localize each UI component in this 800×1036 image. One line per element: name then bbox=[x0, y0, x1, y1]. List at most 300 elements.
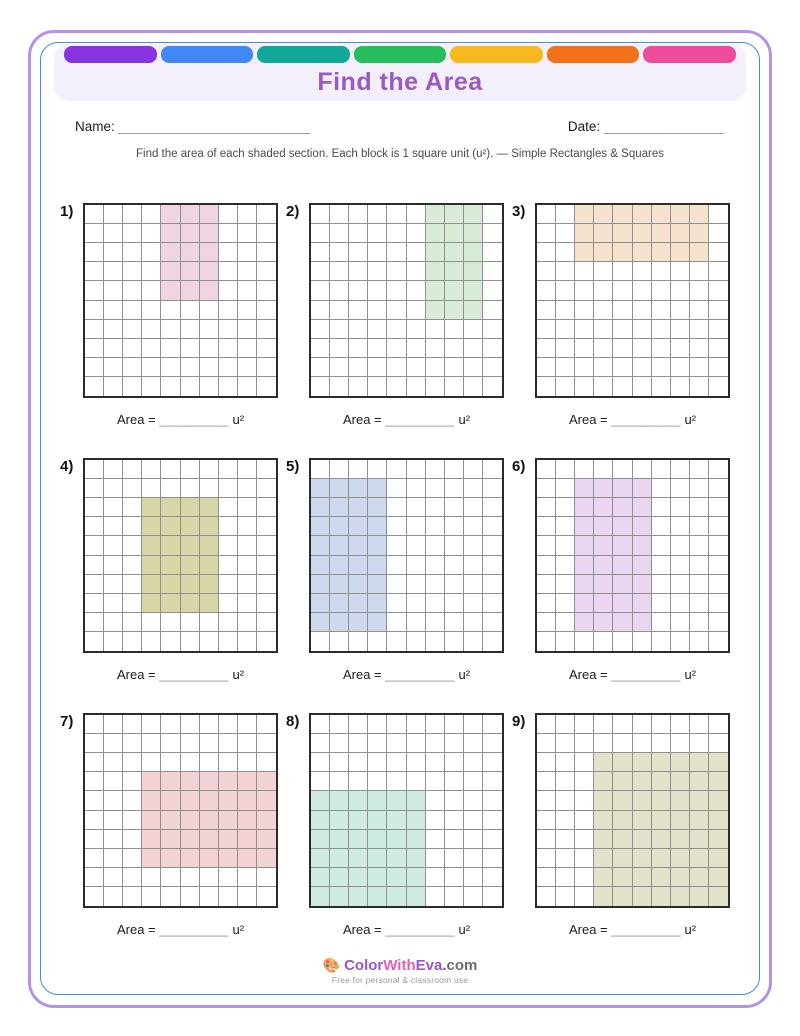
grid-cell bbox=[483, 849, 502, 868]
grid-cell bbox=[85, 479, 104, 498]
grid-cell bbox=[349, 791, 368, 810]
grid-cell bbox=[464, 772, 483, 791]
grid-cell bbox=[407, 715, 426, 734]
problem-number: 2) bbox=[286, 203, 300, 220]
grid-cell bbox=[537, 772, 556, 791]
grid-cell bbox=[709, 772, 728, 791]
grid-cell bbox=[556, 358, 575, 377]
name-date-row bbox=[75, 119, 724, 134]
grid-cell bbox=[161, 887, 180, 906]
grid-cell bbox=[257, 281, 276, 300]
grid-cell bbox=[238, 830, 257, 849]
grid-cell bbox=[709, 613, 728, 632]
grid-cell bbox=[85, 868, 104, 887]
grid-cell bbox=[556, 262, 575, 281]
grid-cell bbox=[575, 358, 594, 377]
grid-cell bbox=[464, 575, 483, 594]
grid-cell bbox=[387, 594, 406, 613]
rainbow-segment bbox=[64, 46, 157, 63]
grid-cell bbox=[556, 811, 575, 830]
grid-cell bbox=[483, 377, 502, 396]
name-blank[interactable]: ________________________ bbox=[118, 119, 311, 134]
grid-cell bbox=[368, 377, 387, 396]
grid-cell bbox=[556, 849, 575, 868]
grid-cell bbox=[181, 224, 200, 243]
grid-cell bbox=[161, 613, 180, 632]
area-blank[interactable]: _________ bbox=[385, 922, 455, 937]
grid-cell bbox=[311, 281, 330, 300]
grid-cell bbox=[464, 811, 483, 830]
grid-cell bbox=[238, 753, 257, 772]
grid-cell bbox=[709, 791, 728, 810]
grid-cell bbox=[594, 613, 613, 632]
grid-cell bbox=[368, 753, 387, 772]
grid-cell bbox=[349, 753, 368, 772]
grid-cell bbox=[537, 556, 556, 575]
date-blank[interactable]: _______________ bbox=[603, 119, 724, 134]
grid-cell bbox=[426, 830, 445, 849]
grid-cell bbox=[407, 320, 426, 339]
grid-cell bbox=[537, 575, 556, 594]
grid-cell bbox=[445, 536, 464, 555]
grid-cell bbox=[123, 479, 142, 498]
grid-cell bbox=[652, 575, 671, 594]
grid-cell bbox=[330, 849, 349, 868]
grid-cell bbox=[594, 753, 613, 772]
grid-cell bbox=[407, 479, 426, 498]
problem-number: 8) bbox=[286, 713, 300, 730]
grid-cell bbox=[556, 536, 575, 555]
area-blank[interactable]: _________ bbox=[611, 667, 681, 682]
grid-cell bbox=[142, 594, 161, 613]
grid-cell bbox=[200, 479, 219, 498]
grid-cell bbox=[633, 262, 652, 281]
grid-cell bbox=[445, 791, 464, 810]
unit-label: u² bbox=[458, 922, 471, 937]
grid-cell bbox=[181, 517, 200, 536]
grid-cell bbox=[181, 575, 200, 594]
grid-cell bbox=[613, 594, 632, 613]
grid-cell bbox=[426, 479, 445, 498]
grid-cell bbox=[104, 868, 123, 887]
grid-cell bbox=[330, 517, 349, 536]
grid-cell bbox=[238, 498, 257, 517]
grid-cell bbox=[690, 224, 709, 243]
grid-cell bbox=[445, 224, 464, 243]
grid-cell bbox=[709, 734, 728, 753]
grid-cell bbox=[537, 517, 556, 536]
grid-cell bbox=[349, 772, 368, 791]
unit-label: u² bbox=[684, 412, 697, 427]
grid-cell bbox=[387, 224, 406, 243]
grid-cell bbox=[257, 632, 276, 651]
area-blank[interactable]: _________ bbox=[159, 922, 229, 937]
area-blank[interactable]: _________ bbox=[385, 667, 455, 682]
grid-cell bbox=[613, 262, 632, 281]
problem bbox=[60, 458, 286, 685]
grid-cell bbox=[483, 536, 502, 555]
grid-cell bbox=[483, 320, 502, 339]
grid-cell bbox=[464, 281, 483, 300]
grid-cell bbox=[387, 772, 406, 791]
grid-cell bbox=[709, 868, 728, 887]
grid-cell bbox=[219, 887, 238, 906]
grid-cell bbox=[594, 715, 613, 734]
problem-row bbox=[286, 458, 512, 653]
grid-cell bbox=[709, 205, 728, 224]
grid-cell bbox=[613, 772, 632, 791]
grid-cell bbox=[368, 498, 387, 517]
grid-cell bbox=[219, 224, 238, 243]
grid-cell bbox=[709, 377, 728, 396]
grid-cell bbox=[200, 791, 219, 810]
grid-cell bbox=[104, 224, 123, 243]
grid-cell bbox=[387, 243, 406, 262]
grid-cell bbox=[594, 460, 613, 479]
grid-cell bbox=[633, 377, 652, 396]
grid-cell bbox=[142, 339, 161, 358]
problem bbox=[286, 713, 512, 940]
grid-cell bbox=[257, 887, 276, 906]
grid-cell bbox=[709, 753, 728, 772]
grid-cell bbox=[690, 849, 709, 868]
grid-cell bbox=[85, 772, 104, 791]
grid-cell bbox=[633, 887, 652, 906]
grid-cell bbox=[219, 594, 238, 613]
grid-cell bbox=[483, 460, 502, 479]
grid-cell bbox=[426, 358, 445, 377]
grid-cell bbox=[613, 377, 632, 396]
area-blank[interactable]: _________ bbox=[611, 412, 681, 427]
name-field bbox=[75, 119, 311, 134]
grid-cell bbox=[613, 849, 632, 868]
grid-cell bbox=[161, 243, 180, 262]
grid-cell bbox=[594, 243, 613, 262]
grid-cell bbox=[330, 281, 349, 300]
grid-cell bbox=[690, 830, 709, 849]
grid-cell bbox=[671, 613, 690, 632]
grid-cell bbox=[200, 594, 219, 613]
area-blank[interactable]: _________ bbox=[159, 412, 229, 427]
grid-cell bbox=[368, 479, 387, 498]
grid-cell bbox=[594, 556, 613, 575]
grid-cell bbox=[330, 479, 349, 498]
grid-cell bbox=[652, 556, 671, 575]
grid-cell bbox=[709, 320, 728, 339]
grid-cell bbox=[387, 887, 406, 906]
grid-cell bbox=[104, 377, 123, 396]
grid-cell bbox=[464, 339, 483, 358]
grid-cell bbox=[349, 887, 368, 906]
grid-cell bbox=[238, 358, 257, 377]
grid-cell bbox=[575, 205, 594, 224]
grid-cell bbox=[161, 575, 180, 594]
grid-cell bbox=[633, 517, 652, 536]
area-label: Area = bbox=[568, 667, 608, 682]
grid-cell bbox=[257, 772, 276, 791]
grid-cell bbox=[181, 498, 200, 517]
grid-cell bbox=[200, 849, 219, 868]
grid-cell bbox=[238, 536, 257, 555]
grid-cell bbox=[161, 715, 180, 734]
grid-cell bbox=[537, 811, 556, 830]
grid-cell bbox=[387, 734, 406, 753]
grid-cell bbox=[311, 849, 330, 868]
grid-cell bbox=[633, 791, 652, 810]
grid-cell bbox=[652, 868, 671, 887]
problems-grid bbox=[60, 203, 738, 940]
grid-cell bbox=[464, 536, 483, 555]
grid-cell bbox=[349, 377, 368, 396]
grid-cell bbox=[181, 887, 200, 906]
problem bbox=[512, 458, 738, 685]
grid-cell bbox=[633, 339, 652, 358]
grid-cell bbox=[690, 377, 709, 396]
grid-cell bbox=[556, 556, 575, 575]
brand-text bbox=[344, 957, 477, 974]
grid-cell bbox=[330, 734, 349, 753]
grid-cell bbox=[709, 556, 728, 575]
grid-cell bbox=[200, 734, 219, 753]
grid-cell bbox=[257, 715, 276, 734]
area-label: Area = bbox=[342, 412, 382, 427]
grid-cell bbox=[709, 339, 728, 358]
grid-cell bbox=[330, 224, 349, 243]
grid-cell bbox=[368, 772, 387, 791]
grid-cell bbox=[123, 536, 142, 555]
area-answer-line bbox=[83, 922, 278, 940]
grid-cell bbox=[387, 575, 406, 594]
area-blank[interactable]: _________ bbox=[611, 922, 681, 937]
grid-cell bbox=[652, 811, 671, 830]
grid-cell bbox=[445, 575, 464, 594]
grid-cell bbox=[426, 517, 445, 536]
grid-cell bbox=[123, 632, 142, 651]
grid-cell bbox=[407, 224, 426, 243]
grid-cell bbox=[330, 536, 349, 555]
grid-cell bbox=[671, 262, 690, 281]
problem bbox=[60, 203, 286, 430]
grid-cell bbox=[219, 460, 238, 479]
grid-cell bbox=[556, 498, 575, 517]
grid-cell bbox=[311, 243, 330, 262]
grid-cell bbox=[349, 281, 368, 300]
grid-cell bbox=[690, 772, 709, 791]
grid-cell bbox=[537, 243, 556, 262]
grid-cell bbox=[161, 536, 180, 555]
grid-cell bbox=[161, 868, 180, 887]
rainbow-bar bbox=[64, 46, 736, 63]
grid-cell bbox=[238, 460, 257, 479]
grid-cell bbox=[613, 205, 632, 224]
grid-cell bbox=[483, 887, 502, 906]
grid-cell bbox=[368, 536, 387, 555]
grid-cell bbox=[142, 224, 161, 243]
grid-cell bbox=[368, 460, 387, 479]
grid-cell bbox=[633, 772, 652, 791]
grid-cell bbox=[407, 830, 426, 849]
grid-cell bbox=[311, 517, 330, 536]
grid-cell bbox=[575, 632, 594, 651]
grid-cell bbox=[575, 339, 594, 358]
grid-cell bbox=[311, 479, 330, 498]
grid-cell bbox=[123, 205, 142, 224]
grid-cell bbox=[537, 613, 556, 632]
grid-cell bbox=[556, 753, 575, 772]
grid-cell bbox=[483, 830, 502, 849]
grid-cell bbox=[181, 715, 200, 734]
grid-cell bbox=[349, 498, 368, 517]
grid-cell bbox=[161, 753, 180, 772]
grid-cell bbox=[407, 517, 426, 536]
grid-cell bbox=[161, 460, 180, 479]
grid-cell bbox=[387, 753, 406, 772]
grid-cell bbox=[594, 224, 613, 243]
grid-cell bbox=[181, 830, 200, 849]
grid-cell bbox=[445, 339, 464, 358]
grid-cell bbox=[85, 830, 104, 849]
grid-cell bbox=[123, 811, 142, 830]
grid-cell bbox=[426, 281, 445, 300]
grid-cell bbox=[613, 753, 632, 772]
grid-cell bbox=[85, 791, 104, 810]
grid-cell bbox=[257, 358, 276, 377]
grid-cell bbox=[104, 205, 123, 224]
grid-cell bbox=[330, 811, 349, 830]
grid-cell bbox=[709, 536, 728, 555]
grid-cell bbox=[613, 498, 632, 517]
grid-cell bbox=[161, 734, 180, 753]
grid-cell bbox=[594, 262, 613, 281]
grid-cell bbox=[671, 753, 690, 772]
grid-cell bbox=[613, 460, 632, 479]
grid-cell bbox=[464, 301, 483, 320]
grid-cell bbox=[257, 536, 276, 555]
grid-cell bbox=[200, 224, 219, 243]
grid-cell bbox=[690, 632, 709, 651]
grid-cell bbox=[238, 281, 257, 300]
grid-cell bbox=[407, 632, 426, 651]
grid-cell bbox=[575, 262, 594, 281]
grid-cell bbox=[426, 205, 445, 224]
grid-cell bbox=[690, 243, 709, 262]
grid-cell bbox=[104, 753, 123, 772]
grid-cell bbox=[219, 868, 238, 887]
grid-cell bbox=[387, 498, 406, 517]
grid-cell bbox=[556, 243, 575, 262]
grid-cell bbox=[407, 205, 426, 224]
grid-cell bbox=[709, 281, 728, 300]
grid-cell bbox=[123, 753, 142, 772]
grid-cell bbox=[575, 811, 594, 830]
grid-cell bbox=[426, 868, 445, 887]
grid-cell bbox=[483, 556, 502, 575]
grid-cell bbox=[426, 339, 445, 358]
area-grid bbox=[83, 458, 278, 653]
grid-cell bbox=[483, 517, 502, 536]
grid-cell bbox=[181, 772, 200, 791]
grid-cell bbox=[594, 358, 613, 377]
grid-cell bbox=[181, 734, 200, 753]
grid-cell bbox=[142, 715, 161, 734]
footer bbox=[0, 957, 800, 985]
grid-cell bbox=[142, 753, 161, 772]
grid-cell bbox=[709, 715, 728, 734]
grid-cell bbox=[257, 556, 276, 575]
grid-cell bbox=[556, 479, 575, 498]
unit-label: u² bbox=[458, 667, 471, 682]
grid-cell bbox=[556, 830, 575, 849]
grid-cell bbox=[238, 849, 257, 868]
problem-number: 4) bbox=[60, 458, 74, 475]
grid-cell bbox=[556, 613, 575, 632]
grid-cell bbox=[219, 243, 238, 262]
grid-cell bbox=[219, 575, 238, 594]
grid-cell bbox=[238, 575, 257, 594]
grid-cell bbox=[464, 224, 483, 243]
grid-cell bbox=[575, 613, 594, 632]
grid-cell bbox=[387, 613, 406, 632]
grid-cell bbox=[671, 887, 690, 906]
grid-cell bbox=[445, 772, 464, 791]
rainbow-segment bbox=[547, 46, 640, 63]
grid-cell bbox=[709, 632, 728, 651]
grid-cell bbox=[633, 498, 652, 517]
grid-cell bbox=[483, 753, 502, 772]
grid-cell bbox=[349, 262, 368, 281]
grid-cell bbox=[142, 632, 161, 651]
grid-cell bbox=[633, 868, 652, 887]
grid-cell bbox=[85, 243, 104, 262]
grid-cell bbox=[709, 849, 728, 868]
grid-cell bbox=[575, 830, 594, 849]
grid-cell bbox=[426, 498, 445, 517]
grid-cell bbox=[690, 734, 709, 753]
grid-cell bbox=[368, 613, 387, 632]
grid-cell bbox=[181, 243, 200, 262]
grid-cell bbox=[330, 460, 349, 479]
grid-cell bbox=[575, 460, 594, 479]
grid-cell bbox=[142, 830, 161, 849]
grid-cell bbox=[537, 479, 556, 498]
grid-cell bbox=[537, 262, 556, 281]
grid-cell bbox=[311, 575, 330, 594]
problem-row bbox=[512, 713, 738, 908]
rainbow-segment bbox=[354, 46, 447, 63]
grid-cell bbox=[483, 339, 502, 358]
grid-cell bbox=[368, 715, 387, 734]
grid-cell bbox=[142, 613, 161, 632]
grid-cell bbox=[613, 281, 632, 300]
grid-cell bbox=[483, 243, 502, 262]
grid-cell bbox=[181, 791, 200, 810]
grid-cell bbox=[575, 517, 594, 536]
grid-cell bbox=[200, 887, 219, 906]
area-blank[interactable]: _________ bbox=[159, 667, 229, 682]
area-blank[interactable]: _________ bbox=[385, 412, 455, 427]
grid-cell bbox=[407, 358, 426, 377]
grid-cell bbox=[445, 594, 464, 613]
page-title: Find the Area bbox=[317, 68, 483, 96]
grid-cell bbox=[709, 358, 728, 377]
grid-cell bbox=[671, 791, 690, 810]
grid-cell bbox=[483, 224, 502, 243]
grid-cell bbox=[161, 301, 180, 320]
grid-cell bbox=[575, 715, 594, 734]
grid-cell bbox=[181, 205, 200, 224]
grid-cell bbox=[257, 301, 276, 320]
grid-cell bbox=[104, 243, 123, 262]
